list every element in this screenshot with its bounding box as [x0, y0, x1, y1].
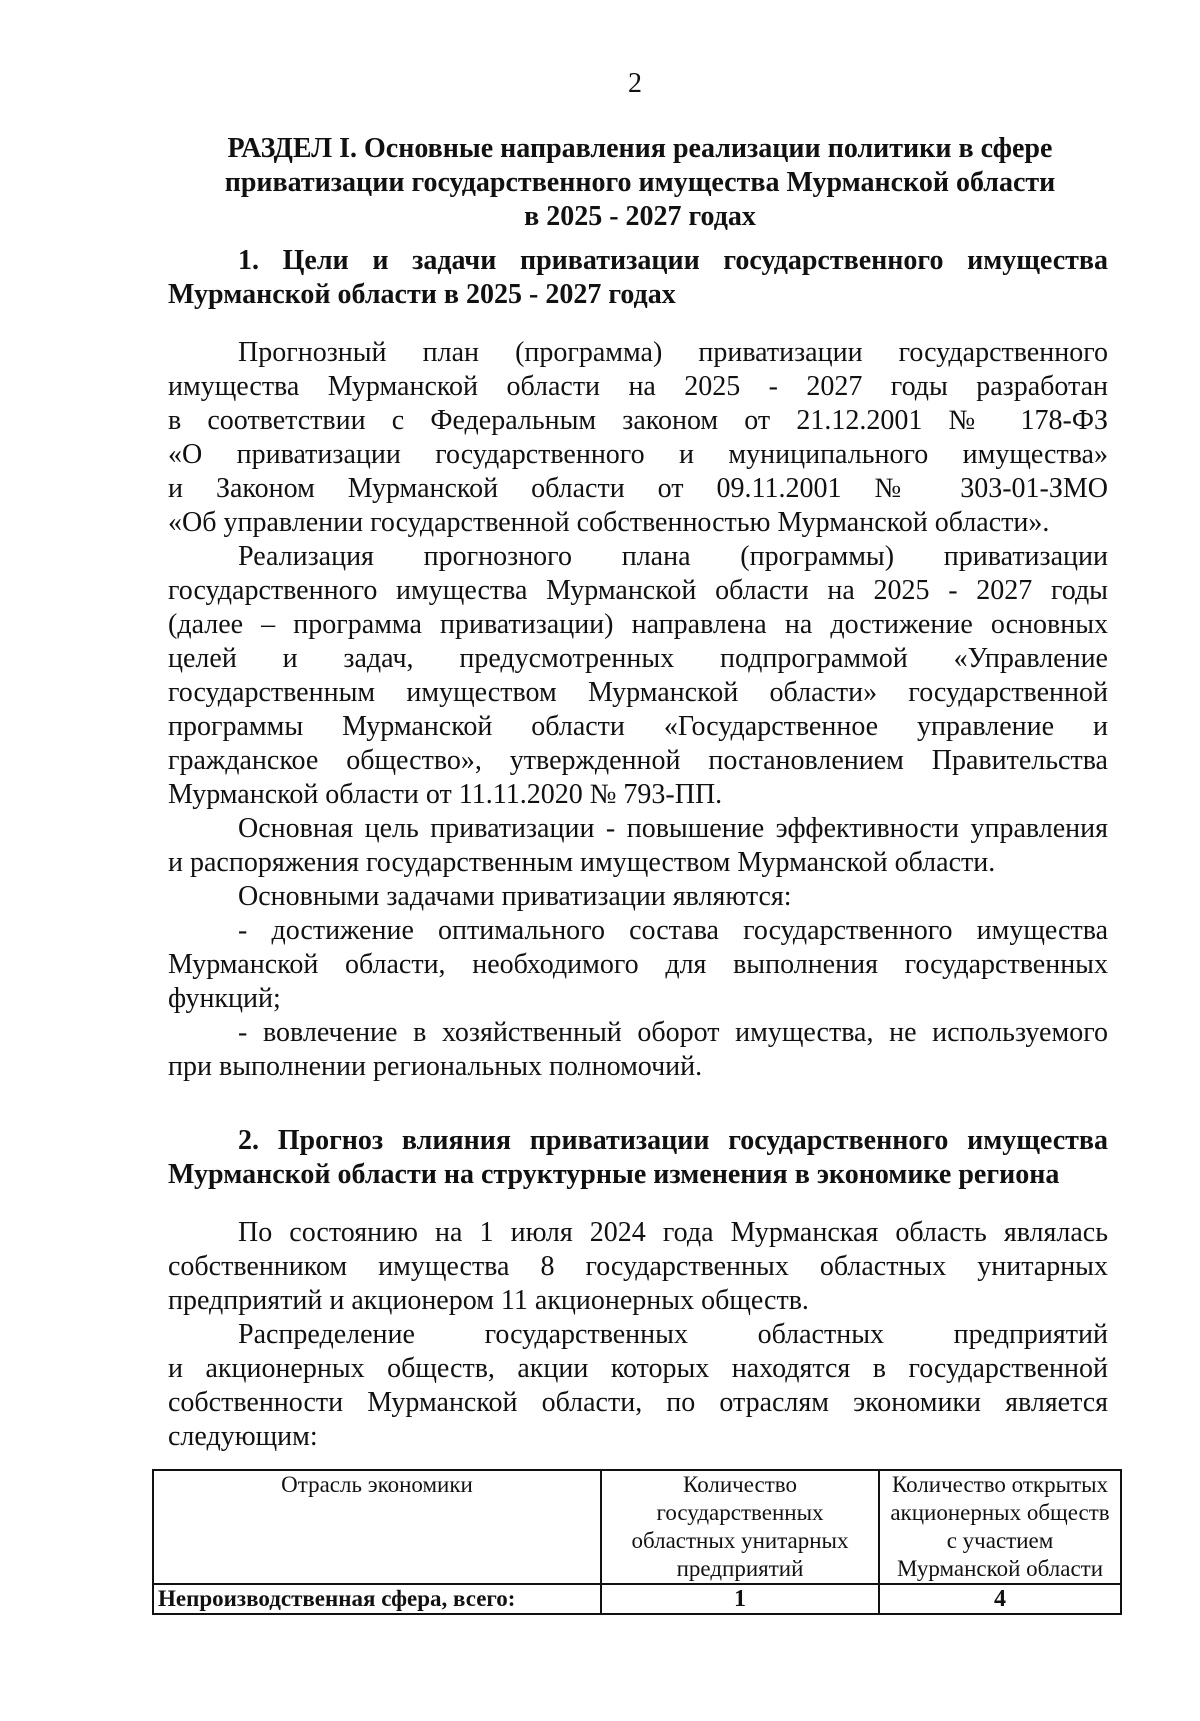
column-header-sector: Отрасль экономики	[153, 1470, 601, 1584]
text-line: Основная цель приватизации - повышение эффективности управления	[238, 813, 1108, 844]
paragraph-plan-basis	[168, 336, 1108, 540]
paragraph-distribution	[168, 1318, 1108, 1454]
heading-line: Мурманской области на структурные изменения в экономике региона	[168, 1159, 1060, 1190]
text-line: имущества Мурманской области на 2025 - 2027 годы разработан	[168, 371, 1108, 402]
text-line: программы Мурманской области «Государственное управление и	[168, 711, 1108, 742]
text-line: Основными задачами приватизации являются:	[238, 881, 792, 912]
text-line: собственником имущества 8 государственных областных унитарных	[168, 1251, 1108, 1282]
text-line: при выполнении региональных полномочий.	[168, 1051, 703, 1082]
text-line: Прогнозный план (программа) приватизации государственного	[238, 337, 1108, 368]
section-title-line: РАЗДЕЛ I. Основные направления реализации политики в сфере	[227, 133, 1053, 164]
page-number: 2	[628, 68, 642, 99]
cell-unitary-count: 1	[601, 1584, 879, 1614]
heading-line: 2. Прогноз влияния приватизации государственного имущества	[238, 1125, 1108, 1156]
cell-sector: Непроизводственная сфера, всего:	[153, 1584, 601, 1614]
table-header-row	[153, 1470, 1121, 1584]
cell-joint-stock-count: 4	[879, 1584, 1121, 1614]
paragraph-ownership	[168, 1216, 1108, 1318]
column-header-unitary: Количество государственных областных унитарных предприятий	[601, 1470, 879, 1584]
text-line: и распоряжения государственным имуществом Мурманской области.	[168, 847, 996, 878]
text-line: По состоянию на 1 июля 2024 года Мурманская область являлась	[238, 1217, 1108, 1248]
text-line: (далее – программа приватизации) направлена на достижение основных	[168, 609, 1108, 640]
text-line: в соответствии с Федеральным законом от 21.12.2001 № 178-ФЗ	[168, 405, 1108, 436]
heading-line: Мурманской области в 2025 - 2027 годах	[168, 279, 676, 310]
section-title-line: в 2025 - 2027 годах	[524, 201, 756, 232]
text-line: целей и задач, предусмотренных подпрограммой «Управление	[168, 643, 1108, 674]
text-line: Распределение государственных областных предприятий	[238, 1319, 1108, 1350]
paragraph-main-goal	[168, 812, 1108, 880]
text-line: - вовлечение в хозяйственный оборот имущества, не используемого	[238, 1017, 1108, 1048]
section-title-line: приватизации государственного имущества Мурманской области	[224, 167, 1056, 198]
text-line: Реализация прогнозного плана (программы) приватизации	[238, 541, 1108, 572]
text-line: предприятий и акционером 11 акционерных обществ.	[168, 1285, 809, 1316]
column-header-joint-stock: Количество открытых акционерных обществ с участием Мурманской области	[879, 1470, 1121, 1584]
text-line: Мурманской области от 11.11.2020 № 793-ПП.	[168, 779, 723, 810]
text-line: «Об управлении государственной собственностью Мурманской области».	[168, 507, 1050, 538]
heading-forecast	[168, 1124, 1108, 1192]
table-row	[153, 1584, 1121, 1614]
text-line: государственным имуществом Мурманской области» государственной	[168, 677, 1108, 708]
text-line: «О приватизации государственного и муниципального имущества»	[168, 439, 1108, 470]
heading-goals	[168, 244, 1108, 312]
text-line: следующим:	[168, 1421, 318, 1452]
section-title	[170, 132, 1110, 234]
text-line: Мурманской области, необходимого для выполнения государственных	[168, 949, 1108, 980]
text-line: и Законом Мурманской области от 09.11.2001 № 303-01-ЗМО	[168, 473, 1108, 504]
sector-table-container	[152, 1469, 1122, 1615]
text-line: и акционерных обществ, акции которых находятся в государственной	[168, 1353, 1108, 1384]
text-line: собственности Мурманской области, по отраслям экономики является	[168, 1387, 1108, 1418]
text-line: - достижение оптимального состава государственного имущества	[238, 915, 1108, 946]
paragraph-implementation	[168, 540, 1108, 812]
sector-distribution-table	[152, 1469, 1122, 1615]
text-line: государственного имущества Мурманской области на 2025 - 2027 годы	[168, 575, 1108, 606]
text-line: гражданское общество», утвержденной постановлением Правительства	[168, 745, 1108, 776]
paragraph-tasks-intro	[168, 880, 1108, 914]
heading-line: 1. Цели и задачи приватизации государственного имущества	[238, 245, 1108, 276]
paragraph-task-1	[168, 914, 1108, 1016]
text-line: функций;	[168, 983, 281, 1014]
paragraph-task-2	[168, 1016, 1108, 1084]
